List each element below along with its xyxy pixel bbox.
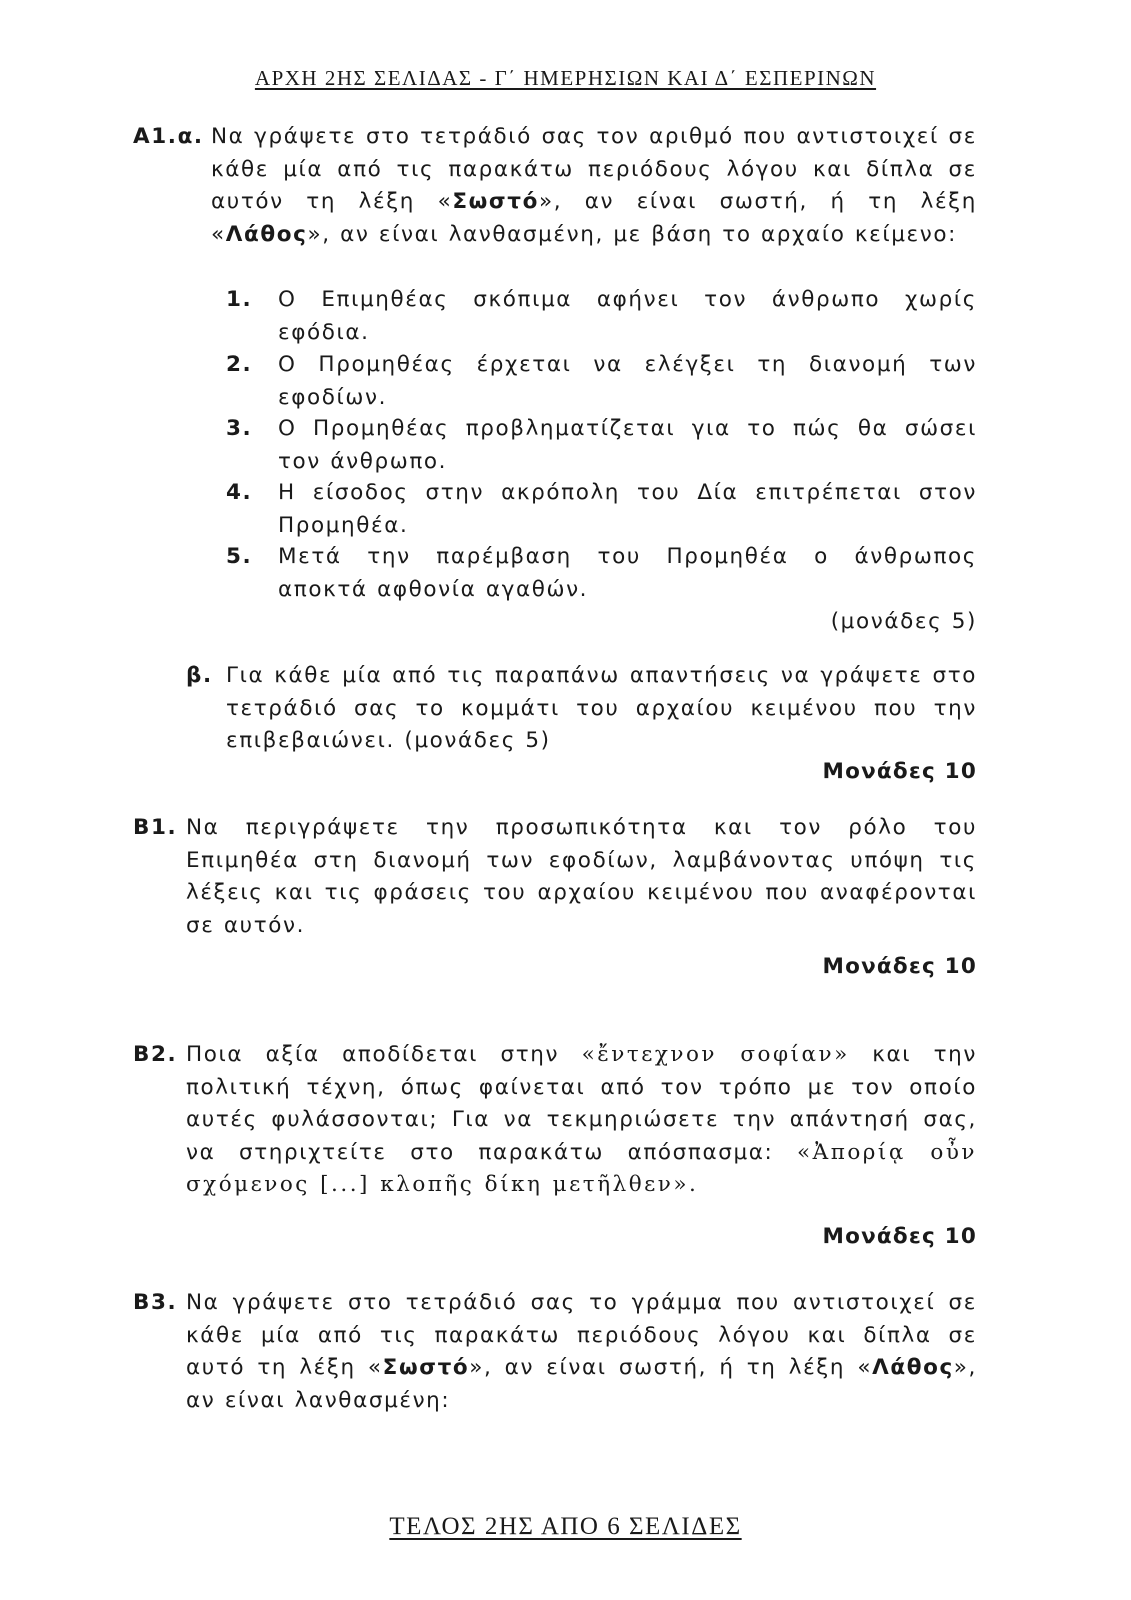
ancient-excerpt: «Ἀπορίᾳ οὖν σχόμενος [...] κλοπῆς δίκη μετῆλθεν». bbox=[186, 1139, 978, 1198]
question-a1-beta-label: β. bbox=[186, 663, 213, 688]
marks-a1: Μονάδες 10 bbox=[822, 759, 977, 784]
question-a1 bbox=[133, 121, 977, 251]
sub-marks: (μονάδες 5) bbox=[830, 609, 977, 634]
list-item-text: Ο Επιμηθέας σκόπιμα αφήνει τον άνθρωπο χωρίς εφόδια. bbox=[278, 287, 977, 345]
page-header-text: ΑΡΧΗ 2ΗΣ ΣΕΛΙΔΑΣ - Γ΄ ΗΜΕΡΗΣΙΩΝ ΚΑΙ Δ΄ ΕΣΠΕΡΙΝΩΝ bbox=[254, 66, 877, 90]
list-item bbox=[226, 413, 977, 478]
list-item-number: 1. bbox=[226, 287, 253, 312]
question-a1-beta-text: Για κάθε μία από τις παραπάνω απαντήσεις να γράψετε στο τετράδιό σας το κομμάτι του αρχαίου κειμένου που την επιβεβαιώνει. (μονάδες 5) bbox=[226, 663, 977, 754]
question-a1-beta bbox=[186, 660, 977, 758]
word-true: Σωστό bbox=[382, 1355, 470, 1381]
page-footer-text: ΤΕΛΟΣ 2ΗΣ ΑΠΟ 6 ΣΕΛΙΔΕΣ bbox=[389, 1513, 742, 1540]
list-item-text: Η είσοδος στην ακρόπολη του Δία επιτρέπεται στον Προμηθέα. bbox=[278, 480, 977, 538]
list-item-text: Ο Προμηθέας έρχεται να ελέγξει τη διανομή των εφοδίων. bbox=[278, 352, 977, 410]
list-item bbox=[226, 541, 977, 606]
list-item-number: 5. bbox=[226, 544, 253, 569]
list-item bbox=[226, 349, 977, 414]
question-a1-intro: Να γράψετε στο τετράδιό σας τον αριθμό που αντιστοιχεί σε κάθε μία από τις παρακάτω περιόδους λόγου και δίπλα σε αυτόν τη λέξη «Σωστό», αν είναι σωστή, ή τη λέξη «Λάθος», αν είναι λανθασμένη, με βάση το αρχαίο κείμενο: bbox=[211, 124, 977, 247]
question-b3-label: Β3. bbox=[133, 1290, 178, 1315]
word-false: Λάθος bbox=[225, 221, 308, 247]
ancient-quote: «ἔντεχνον σοφίαν» bbox=[581, 1042, 850, 1067]
list-item bbox=[226, 284, 977, 349]
word-true: Σωστό bbox=[452, 189, 539, 215]
question-b1 bbox=[133, 812, 977, 942]
question-a1-label: Α1.α. bbox=[133, 124, 204, 149]
page-header bbox=[0, 66, 1131, 91]
word-false: Λάθος bbox=[872, 1355, 954, 1381]
question-a1-text bbox=[133, 121, 977, 251]
list-item-text: Μετά την παρέμβαση του Προμηθέα ο άνθρωπος αποκτά αφθονία αγαθών. bbox=[278, 544, 977, 602]
list-item-number: 4. bbox=[226, 480, 253, 505]
question-b1-text: Να περιγράψετε την προσωπικότητα και τον ρόλο του Επιμηθέα στη διανομή των εφοδίων, λαμβάνοντας υπόψη τις λέξεις και τις φράσεις του αρχαίου κειμένου που αναφέρονται σε αυτόν. bbox=[186, 815, 977, 938]
marks-b1: Μονάδες 10 bbox=[822, 954, 977, 979]
question-b2: Β2. Ποια αξία αποδίδεται στην «ἔντεχνον σοφίαν» και την πολιτική τέχνη, όπως φαίνεται από τον τρόπο με τον οποίο αυτές φυλάσσονται; Για να τεκμηριώσετε την απάντησή σας, να στηριχτείτε στο παρακάτω απόσπασμα: «Ἀπορίᾳ οὖν σχόμενος [...] κλοπῆς δίκη μετῆλθεν». bbox=[133, 1039, 977, 1202]
list-item-number: 2. bbox=[226, 352, 253, 377]
question-b2-label: Β2. bbox=[133, 1042, 178, 1067]
marks-b2: Μονάδες 10 bbox=[822, 1224, 977, 1249]
page-footer bbox=[0, 1513, 1131, 1541]
list-item bbox=[226, 477, 977, 542]
list-item-number: 3. bbox=[226, 416, 253, 441]
list-item-text: Ο Προμηθέας προβληματίζεται για το πώς θα σώσει τον άνθρωπο. bbox=[278, 416, 977, 474]
question-b1-label: Β1. bbox=[133, 815, 178, 840]
question-b3: Β3. Να γράψετε στο τετράδιό σας το γράμμα που αντιστοιχεί σε κάθε μία από τις παρακάτω περιόδους λόγου και δίπλα σε αυτό τη λέξη «Σωστό», αν είναι σωστή, ή τη λέξη «Λάθος», αν είναι λανθασμένη: bbox=[133, 1287, 977, 1417]
